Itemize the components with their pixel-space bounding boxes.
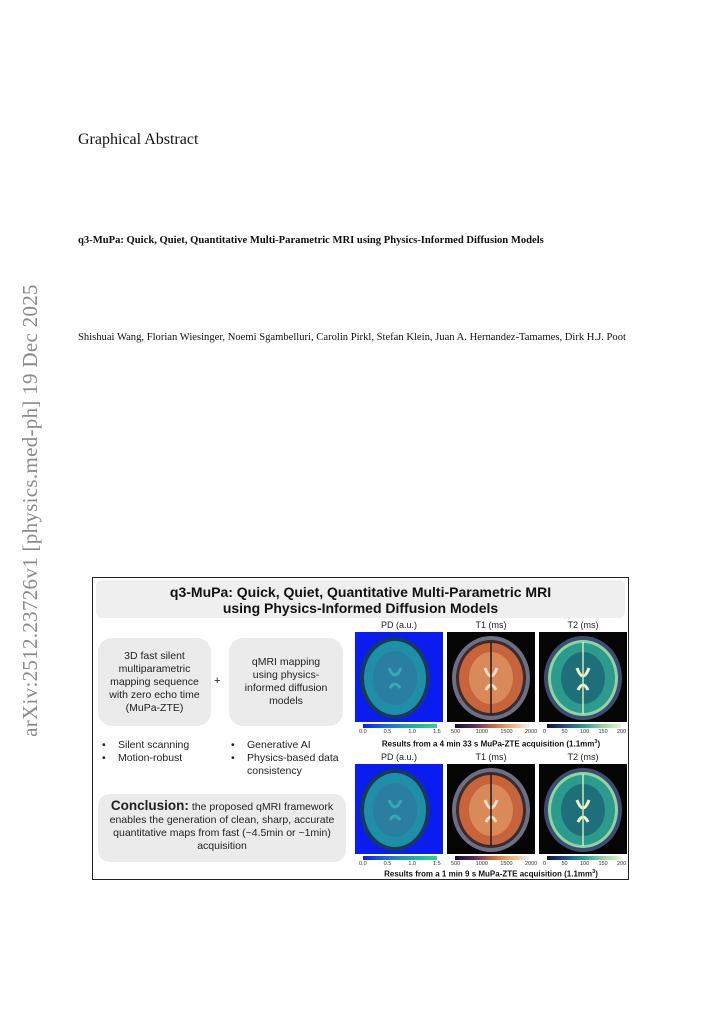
- colorbar-ticks: [355, 729, 443, 737]
- caption-bottom-text: Results from a 1 min 9 s MuPa-ZTE acquisition (1.1mm: [384, 869, 593, 879]
- t1-label-top: T1 (ms): [475, 620, 507, 630]
- caption-top-end: ): [597, 739, 601, 749]
- caption-bottom-superscript: 3: [592, 869, 596, 875]
- caption-bottom: [355, 869, 627, 879]
- t2-label-bottom: T2 (ms): [567, 752, 599, 762]
- colorbar-tick-label: 100: [580, 861, 590, 867]
- model-pill-text: qMRI mapping using physics-informed diffusion models: [244, 656, 328, 707]
- figure-title-line2: using Physics-Informed Diffusion Models: [222, 600, 499, 616]
- colorbar-tick-label: 1.5: [433, 729, 441, 735]
- sequence-pill-text: 3D fast silent multiparametric mapping sequence with zero echo time (MuPa-ZTE): [109, 649, 200, 714]
- colorbar-tick-label: 0.0: [359, 861, 367, 867]
- caption-bottom-end: ): [595, 869, 598, 879]
- colorbar-tick-label: 1.0: [408, 729, 416, 735]
- t2-colorbar-top: [539, 724, 627, 740]
- colorbar-tick-label: 1000: [475, 861, 488, 867]
- pd-label-bottom: PD (a.u.): [380, 752, 417, 762]
- white-matter: [373, 651, 417, 705]
- colorbar-tick-label: 100: [580, 729, 590, 735]
- white-matter: [373, 783, 417, 837]
- colorbar-tick-label: 0: [543, 729, 547, 735]
- crop-edge: [432, 764, 443, 854]
- t2-map-bottom: [539, 764, 627, 854]
- colorbar-tick-label: 50: [561, 861, 568, 867]
- colorbar-tick-label: 0.5: [383, 861, 392, 867]
- colorbar-tick-label: 2000: [525, 729, 538, 735]
- colorbar-gradient: [547, 724, 621, 728]
- bullet-item: • Physics-based data consistency: [227, 752, 347, 778]
- conclusion-lead: Conclusion:: [110, 798, 189, 813]
- colorbar-tick-label: 1000: [475, 729, 488, 735]
- t2-label-top: T2 (ms): [567, 620, 599, 630]
- colorbar-ticks: [539, 861, 627, 869]
- arxiv-identifier: [6, 250, 54, 770]
- colorbar-tick-label: 0: [543, 861, 547, 867]
- bullet-item: • Motion-robust: [98, 752, 189, 765]
- t1-colorbar-top: [447, 724, 538, 740]
- pd-colorbar-top: [355, 724, 443, 740]
- caption-top-text: Results from a 4 min 33 s MuPa-ZTE acquisition (1.1mm: [381, 739, 595, 749]
- colorbar-ticks: [355, 861, 443, 869]
- colorbar-tick-label: 200: [617, 729, 627, 735]
- colorbar-tick-label: 500: [451, 729, 461, 735]
- t1-map-bottom: [447, 764, 535, 854]
- colorbar-ticks: [447, 729, 538, 737]
- graphical-abstract-figure: [92, 577, 629, 880]
- colorbar-tick-label: 0.0: [359, 729, 367, 735]
- caption-top: [355, 739, 627, 749]
- t1-map-top: [447, 632, 535, 722]
- bullets-left: [98, 739, 189, 765]
- colorbar-gradient: [455, 856, 529, 860]
- colorbar-tick-label: 1.0: [408, 861, 416, 867]
- colorbar-tick-label: 2000: [525, 861, 538, 867]
- pd-map-bottom: [355, 764, 443, 854]
- model-pill: [229, 638, 343, 726]
- colorbar-tick-label: 150: [598, 729, 608, 735]
- colorbar-gradient: [363, 724, 437, 728]
- pd-label-top: PD (a.u.): [380, 620, 417, 630]
- authors: Shishuai Wang, Florian Wiesinger, Noemi Sgambelluri, Carolin Pirkl, Stefan Klein, Juan A. Hernandez-Tamames, Dirk H.J. Poot: [78, 332, 626, 343]
- colorbar-ticks: [539, 729, 627, 737]
- bullet-item: • Silent scanning: [98, 739, 189, 752]
- bullet-item: • Generative AI: [227, 739, 347, 752]
- t1-label-bottom: T1 (ms): [475, 752, 507, 762]
- colorbar-ticks: [447, 861, 538, 869]
- colorbar-tick-label: 1500: [500, 861, 513, 867]
- colorbar-tick-label: 150: [598, 861, 608, 867]
- crop-edge: [432, 632, 443, 722]
- paper-title: q3-MuPa: Quick, Quiet, Quantitative Multi-Parametric MRI using Physics-Informed Diffusion Models: [78, 235, 544, 246]
- colorbar-tick-label: 500: [451, 861, 461, 867]
- colorbar-tick-label: 200: [617, 861, 627, 867]
- figure-title-line1: q3-MuPa: Quick, Quiet, Quantitative Multi-Parametric MRI: [169, 584, 552, 600]
- colorbar-tick-label: 1.5: [433, 861, 441, 867]
- colorbar-gradient: [455, 724, 529, 728]
- conclusion-text: the proposed qMRI framework enables the generation of clean, sharp, accurate quantitative maps from fast (~4.5min or ~1min) acquisition: [109, 801, 335, 852]
- conclusion-box: [98, 794, 346, 862]
- caption-top-superscript: 3: [594, 739, 598, 745]
- pd-map-top: [355, 632, 443, 722]
- arxiv-identifier-text: arXiv:2512.23726v1 [physics.med-ph] 19 Dec 2025: [17, 283, 42, 737]
- plus-sign: +: [214, 675, 221, 687]
- colorbar-gradient: [547, 856, 621, 860]
- figure-title: [96, 580, 625, 618]
- sequence-pill: [98, 638, 211, 726]
- colorbar-tick-label: 0.5: [383, 729, 392, 735]
- t2-map-top: [539, 632, 627, 722]
- colorbar-tick-label: 50: [561, 729, 568, 735]
- graphical-abstract-heading: Graphical Abstract: [78, 131, 199, 148]
- colorbar-tick-label: 1500: [500, 729, 513, 735]
- colorbar-gradient: [363, 856, 437, 860]
- bullets-right: [227, 739, 347, 778]
